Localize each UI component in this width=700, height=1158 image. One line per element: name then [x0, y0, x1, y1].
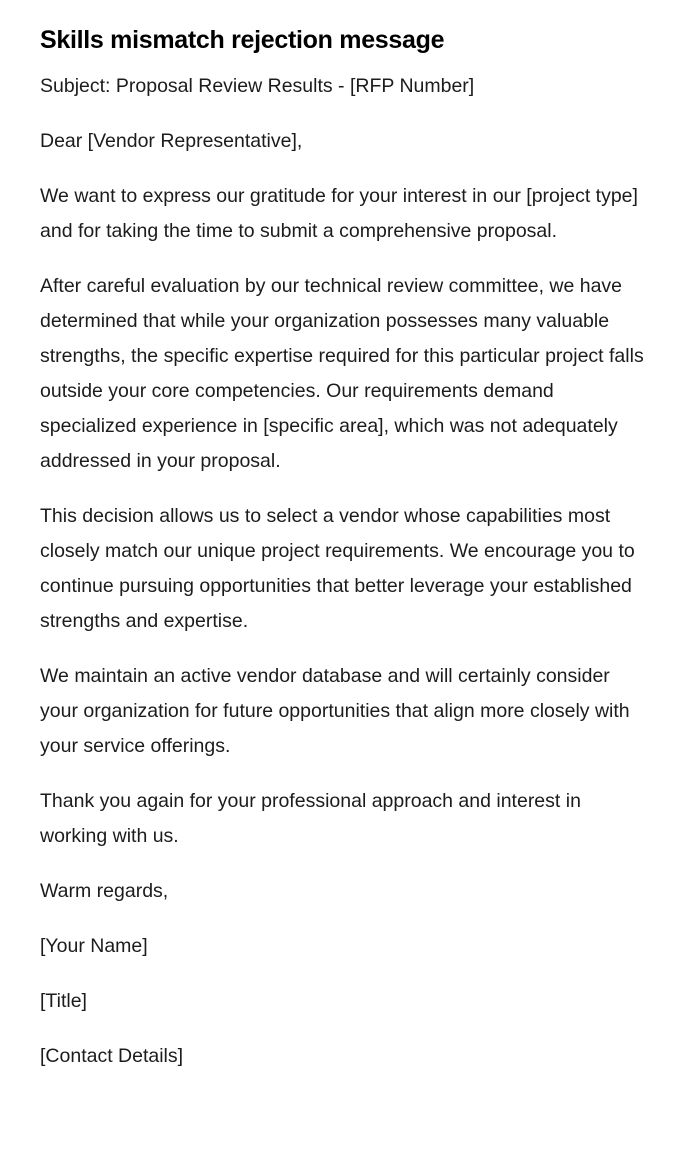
body-paragraph-thanks: Thank you again for your professional approach and interest in working with us.: [40, 790, 581, 847]
subject-line: Subject: Proposal Review Results - [RFP Number]: [40, 75, 475, 97]
body-paragraph-decision: This decision allows us to select a vendor whose capabilities most closely match our unique project requirements. We encourage you to continue pursuing opportunities that better leverage your established strengths and expertise.: [40, 505, 635, 632]
body-paragraph-evaluation: After careful evaluation by our technical review committee, we have determined that while your organization possesses many valuable strengths, the specific expertise required for this particular project falls outside your core competencies. Our requirements demand specialized experience in [specific area], which was not adequately addressed in your proposal.: [40, 275, 644, 472]
document-title: Skills mismatch rejection message: [40, 26, 445, 54]
signature-contact: [Contact Details]: [40, 1045, 184, 1067]
salutation: Dear [Vendor Representative],: [40, 130, 303, 152]
closing: Warm regards,: [40, 880, 169, 902]
signature-name: [Your Name]: [40, 935, 148, 957]
document: [40, 22, 650, 1074]
signature-title: [Title]: [40, 990, 87, 1012]
body-paragraph-gratitude: We want to express our gratitude for your interest in our [project type] and for taking the time to submit a comprehensive proposal.: [40, 185, 638, 242]
body-paragraph-future: We maintain an active vendor database and will certainly consider your organization for future opportunities that align more closely with your service offerings.: [40, 665, 630, 757]
